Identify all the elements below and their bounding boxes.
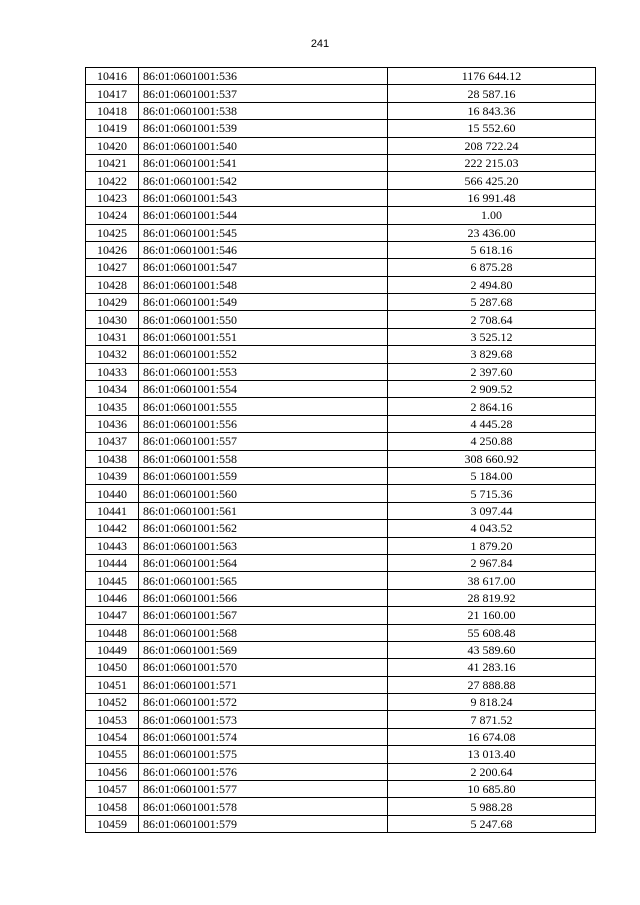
cadastral-value-cell: 208 722.24 [388, 137, 596, 154]
table-row [86, 189, 596, 206]
cadastral-number-cell: 86:01:0601001:573 [139, 711, 388, 728]
row-number-cell: 10432 [86, 346, 139, 363]
cadastral-number-cell: 86:01:0601001:568 [139, 624, 388, 641]
table-row [86, 398, 596, 415]
cadastral-value-cell: 2 200.64 [388, 763, 596, 780]
cadastral-value-cell: 21 160.00 [388, 607, 596, 624]
cadastral-number-cell: 86:01:0601001:542 [139, 172, 388, 189]
cadastral-value-cell: 15 552.60 [388, 120, 596, 137]
row-number-cell: 10444 [86, 554, 139, 571]
cadastral-number-cell: 86:01:0601001:544 [139, 207, 388, 224]
row-number-cell: 10455 [86, 746, 139, 763]
cadastral-value-cell: 2 708.64 [388, 311, 596, 328]
cadastral-value-cell: 5 988.28 [388, 798, 596, 815]
row-number-cell: 10458 [86, 798, 139, 815]
cadastral-number-cell: 86:01:0601001:543 [139, 189, 388, 206]
row-number-cell: 10418 [86, 102, 139, 119]
cadastral-number-cell: 86:01:0601001:558 [139, 450, 388, 467]
cadastral-number-cell: 86:01:0601001:575 [139, 746, 388, 763]
table-row [86, 311, 596, 328]
cadastral-number-cell: 86:01:0601001:551 [139, 328, 388, 345]
table-row [86, 537, 596, 554]
cadastral-number-cell: 86:01:0601001:555 [139, 398, 388, 415]
cadastral-value-cell: 5 287.68 [388, 294, 596, 311]
table-row [86, 102, 596, 119]
table-row [86, 728, 596, 745]
row-number-cell: 10419 [86, 120, 139, 137]
cadastral-number-cell: 86:01:0601001:561 [139, 502, 388, 519]
cadastral-value-cell: 28 587.16 [388, 85, 596, 102]
cadastral-value-cell: 1176 644.12 [388, 68, 596, 85]
cadastral-value-cell: 222 215.03 [388, 154, 596, 171]
row-number-cell: 10422 [86, 172, 139, 189]
cadastral-value-cell: 6 875.28 [388, 259, 596, 276]
row-number-cell: 10427 [86, 259, 139, 276]
row-number-cell: 10416 [86, 68, 139, 85]
row-number-cell: 10442 [86, 520, 139, 537]
table-row [86, 120, 596, 137]
cadastral-value-cell: 5 184.00 [388, 467, 596, 484]
cadastral-number-cell: 86:01:0601001:564 [139, 554, 388, 571]
table-row [86, 433, 596, 450]
cadastral-number-cell: 86:01:0601001:562 [139, 520, 388, 537]
row-number-cell: 10431 [86, 328, 139, 345]
cadastral-number-cell: 86:01:0601001:554 [139, 381, 388, 398]
page-number: 241 [310, 38, 330, 50]
cadastral-value-cell: 2 864.16 [388, 398, 596, 415]
table-row [86, 241, 596, 258]
table-row [86, 554, 596, 571]
cadastral-value-cell: 10 685.80 [388, 781, 596, 798]
cadastral-number-cell: 86:01:0601001:537 [139, 85, 388, 102]
table-row [86, 276, 596, 293]
row-number-cell: 10420 [86, 137, 139, 154]
cadastral-value-cell: 2 494.80 [388, 276, 596, 293]
cadastral-value-cell: 55 608.48 [388, 624, 596, 641]
row-number-cell: 10459 [86, 815, 139, 832]
cadastral-number-cell: 86:01:0601001:547 [139, 259, 388, 276]
table-row [86, 607, 596, 624]
table-row [86, 520, 596, 537]
cadastral-number-cell: 86:01:0601001:541 [139, 154, 388, 171]
cadastral-number-cell: 86:01:0601001:579 [139, 815, 388, 832]
cadastral-number-cell: 86:01:0601001:560 [139, 485, 388, 502]
table-row [86, 346, 596, 363]
cadastral-number-cell: 86:01:0601001:565 [139, 572, 388, 589]
row-number-cell: 10438 [86, 450, 139, 467]
cadastral-value-cell: 28 819.92 [388, 589, 596, 606]
cadastral-value-cell: 3 097.44 [388, 502, 596, 519]
row-number-cell: 10436 [86, 415, 139, 432]
table-row [86, 172, 596, 189]
cadastral-number-cell: 86:01:0601001:572 [139, 694, 388, 711]
row-number-cell: 10449 [86, 641, 139, 658]
cadastral-value-cell: 4 445.28 [388, 415, 596, 432]
table-row [86, 624, 596, 641]
row-number-cell: 10429 [86, 294, 139, 311]
row-number-cell: 10456 [86, 763, 139, 780]
row-number-cell: 10454 [86, 728, 139, 745]
cadastral-value-cell: 9 818.24 [388, 694, 596, 711]
cadastral-number-cell: 86:01:0601001:548 [139, 276, 388, 293]
row-number-cell: 10445 [86, 572, 139, 589]
row-number-cell: 10425 [86, 224, 139, 241]
table-row [86, 572, 596, 589]
table-row [86, 711, 596, 728]
cadastral-number-cell: 86:01:0601001:556 [139, 415, 388, 432]
cadastral-number-cell: 86:01:0601001:557 [139, 433, 388, 450]
table-row [86, 502, 596, 519]
table-row [86, 589, 596, 606]
table-row [86, 137, 596, 154]
table-row [86, 467, 596, 484]
table-row [86, 259, 596, 276]
cadastral-value-cell: 38 617.00 [388, 572, 596, 589]
row-number-cell: 10417 [86, 85, 139, 102]
table-row [86, 207, 596, 224]
cadastral-number-cell: 86:01:0601001:571 [139, 676, 388, 693]
table-row [86, 815, 596, 832]
row-number-cell: 10452 [86, 694, 139, 711]
table-row [86, 798, 596, 815]
table-row [86, 68, 596, 85]
cadastral-value-cell: 1.00 [388, 207, 596, 224]
cadastral-number-cell: 86:01:0601001:545 [139, 224, 388, 241]
cadastral-value-cell: 16 674.08 [388, 728, 596, 745]
cadastral-number-cell: 86:01:0601001:577 [139, 781, 388, 798]
table-body [86, 68, 596, 833]
row-number-cell: 10428 [86, 276, 139, 293]
row-number-cell: 10439 [86, 467, 139, 484]
cadastral-number-cell: 86:01:0601001:552 [139, 346, 388, 363]
table-row [86, 781, 596, 798]
row-number-cell: 10441 [86, 502, 139, 519]
row-number-cell: 10443 [86, 537, 139, 554]
table-row [86, 485, 596, 502]
cadastral-value-cell: 27 888.88 [388, 676, 596, 693]
row-number-cell: 10440 [86, 485, 139, 502]
cadastral-value-cell: 4 250.88 [388, 433, 596, 450]
cadastral-value-cell: 16 991.48 [388, 189, 596, 206]
row-number-cell: 10430 [86, 311, 139, 328]
cadastral-number-cell: 86:01:0601001:550 [139, 311, 388, 328]
cadastral-value-cell: 5 247.68 [388, 815, 596, 832]
cadastral-value-cell: 13 013.40 [388, 746, 596, 763]
cadastral-value-cell: 41 283.16 [388, 659, 596, 676]
row-number-cell: 10423 [86, 189, 139, 206]
cadastral-value-cell: 2 397.60 [388, 363, 596, 380]
table-row [86, 154, 596, 171]
row-number-cell: 10437 [86, 433, 139, 450]
row-number-cell: 10447 [86, 607, 139, 624]
cadastral-number-cell: 86:01:0601001:563 [139, 537, 388, 554]
cadastral-value-cell: 3 829.68 [388, 346, 596, 363]
table-row [86, 381, 596, 398]
row-number-cell: 10448 [86, 624, 139, 641]
cadastral-number-cell: 86:01:0601001:567 [139, 607, 388, 624]
cadastral-number-cell: 86:01:0601001:570 [139, 659, 388, 676]
table-row [86, 224, 596, 241]
table-row [86, 641, 596, 658]
row-number-cell: 10433 [86, 363, 139, 380]
cadastral-value-cell: 5 618.16 [388, 241, 596, 258]
cadastral-value-table [85, 67, 596, 833]
cadastral-value-cell: 23 436.00 [388, 224, 596, 241]
table-row [86, 328, 596, 345]
row-number-cell: 10457 [86, 781, 139, 798]
row-number-cell: 10435 [86, 398, 139, 415]
cadastral-number-cell: 86:01:0601001:576 [139, 763, 388, 780]
cadastral-value-cell: 2 909.52 [388, 381, 596, 398]
cadastral-value-cell: 308 660.92 [388, 450, 596, 467]
row-number-cell: 10434 [86, 381, 139, 398]
table-row [86, 746, 596, 763]
table-row [86, 85, 596, 102]
cadastral-value-cell: 2 967.84 [388, 554, 596, 571]
table-row [86, 363, 596, 380]
cadastral-value-cell: 3 525.12 [388, 328, 596, 345]
cadastral-number-cell: 86:01:0601001:578 [139, 798, 388, 815]
table-row [86, 694, 596, 711]
row-number-cell: 10450 [86, 659, 139, 676]
cadastral-number-cell: 86:01:0601001:538 [139, 102, 388, 119]
cadastral-number-cell: 86:01:0601001:536 [139, 68, 388, 85]
cadastral-value-cell: 566 425.20 [388, 172, 596, 189]
table-row [86, 763, 596, 780]
cadastral-number-cell: 86:01:0601001:559 [139, 467, 388, 484]
row-number-cell: 10451 [86, 676, 139, 693]
cadastral-number-cell: 86:01:0601001:540 [139, 137, 388, 154]
cadastral-number-cell: 86:01:0601001:566 [139, 589, 388, 606]
cadastral-value-cell: 1 879.20 [388, 537, 596, 554]
table-row [86, 450, 596, 467]
cadastral-value-cell: 16 843.36 [388, 102, 596, 119]
cadastral-value-cell: 5 715.36 [388, 485, 596, 502]
cadastral-number-cell: 86:01:0601001:539 [139, 120, 388, 137]
row-number-cell: 10421 [86, 154, 139, 171]
cadastral-number-cell: 86:01:0601001:569 [139, 641, 388, 658]
table-row [86, 415, 596, 432]
cadastral-number-cell: 86:01:0601001:546 [139, 241, 388, 258]
row-number-cell: 10424 [86, 207, 139, 224]
row-number-cell: 10426 [86, 241, 139, 258]
cadastral-value-cell: 43 589.60 [388, 641, 596, 658]
cadastral-number-cell: 86:01:0601001:549 [139, 294, 388, 311]
cadastral-value-cell: 7 871.52 [388, 711, 596, 728]
table-row [86, 294, 596, 311]
row-number-cell: 10453 [86, 711, 139, 728]
cadastral-number-cell: 86:01:0601001:574 [139, 728, 388, 745]
cadastral-value-cell: 4 043.52 [388, 520, 596, 537]
cadastral-number-cell: 86:01:0601001:553 [139, 363, 388, 380]
table-row [86, 659, 596, 676]
row-number-cell: 10446 [86, 589, 139, 606]
table-row [86, 676, 596, 693]
